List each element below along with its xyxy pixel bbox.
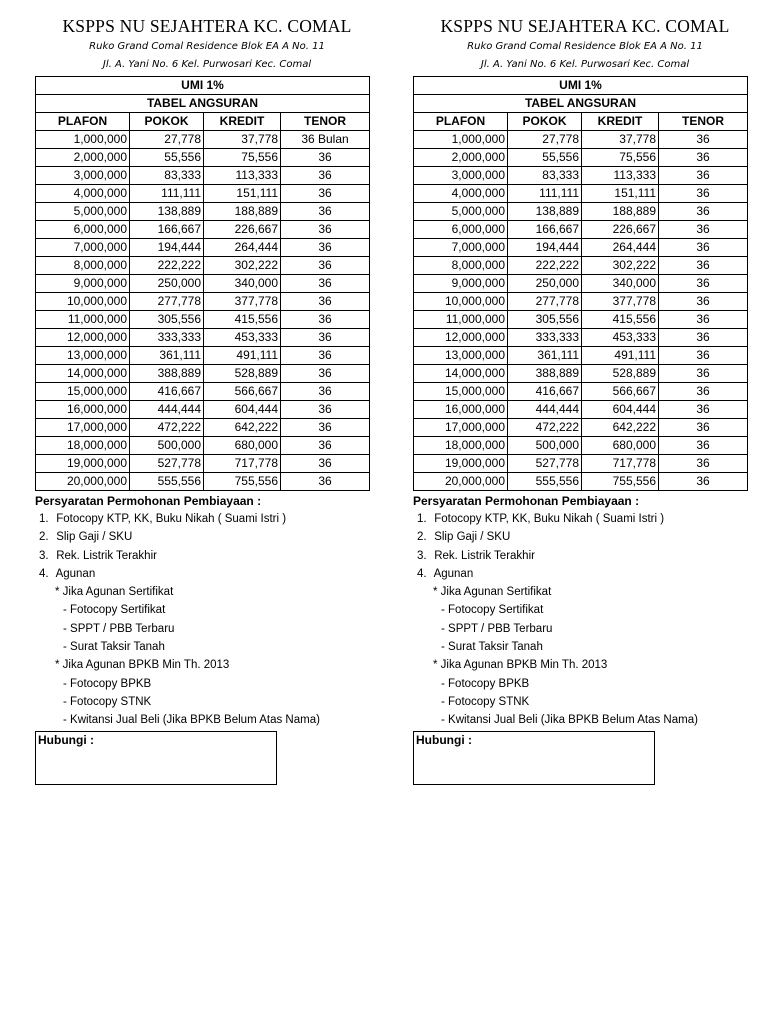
tenor-cell: 36 <box>281 293 370 311</box>
plafon-cell: 2,000,000 <box>36 149 130 167</box>
kredit-cell: 226,667 <box>204 221 281 239</box>
table-row <box>36 311 370 329</box>
table-row <box>414 293 748 311</box>
plafon-cell: 3,000,000 <box>414 167 508 185</box>
kredit-cell: 528,889 <box>582 365 659 383</box>
table-row <box>414 203 748 221</box>
kredit-cell: 491,111 <box>582 347 659 365</box>
kredit-cell: 491,111 <box>204 347 281 365</box>
pokok-cell: 416,667 <box>508 383 582 401</box>
kredit-cell: 680,000 <box>204 437 281 455</box>
tenor-cell: 36 <box>281 383 370 401</box>
pokok-cell: 166,667 <box>130 221 204 239</box>
tenor-cell: 36 <box>659 167 748 185</box>
plafon-cell: 9,000,000 <box>36 275 130 293</box>
tenor-cell: 36 <box>659 221 748 239</box>
kredit-cell: 415,556 <box>582 311 659 329</box>
plafon-cell: 5,000,000 <box>36 203 130 221</box>
pokok-cell: 388,889 <box>130 365 204 383</box>
tenor-cell: 36 <box>659 131 748 149</box>
table-row <box>414 239 748 257</box>
table-row <box>36 293 370 311</box>
collateral-bpkb-heading: * Jika Agunan BPKB Min Th. 2013 <box>55 659 230 672</box>
pokok-cell: 555,556 <box>508 473 582 491</box>
collateral-item: - SPPT / PBB Terbaru <box>441 622 553 635</box>
table-row <box>414 257 748 275</box>
table-row <box>36 473 370 491</box>
pokok-cell: 388,889 <box>508 365 582 383</box>
kredit-cell: 755,556 <box>582 473 659 491</box>
tenor-cell: 36 <box>659 185 748 203</box>
tenor-cell: 36 <box>281 329 370 347</box>
table-row <box>36 329 370 347</box>
table-row <box>414 185 748 203</box>
kredit-cell: 264,444 <box>582 239 659 257</box>
requirement-item: 2. Slip Gaji / SKU <box>39 531 133 544</box>
tenor-cell: 36 <box>659 329 748 347</box>
table-row <box>36 167 370 185</box>
kredit-cell: 188,889 <box>582 203 659 221</box>
plafon-cell: 19,000,000 <box>36 455 130 473</box>
kredit-cell: 453,333 <box>582 329 659 347</box>
brochure-right <box>413 14 757 785</box>
requirement-item: 2. Slip Gaji / SKU <box>417 531 511 544</box>
pokok-cell: 194,444 <box>508 239 582 257</box>
requirement-item: 4. Agunan <box>417 567 474 580</box>
table-row <box>414 221 748 239</box>
collateral-item: - SPPT / PBB Terbaru <box>63 622 175 635</box>
requirements-title: Persyaratan Permohonan Pembiayaan : <box>413 494 640 508</box>
kredit-cell: 37,778 <box>582 131 659 149</box>
table-row <box>36 221 370 239</box>
plafon-cell: 11,000,000 <box>36 311 130 329</box>
plafon-cell: 6,000,000 <box>414 221 508 239</box>
tenor-cell: 36 <box>659 383 748 401</box>
collateral-item: - Fotocopy Sertifikat <box>441 604 544 617</box>
product-name: UMI 1% <box>36 77 370 95</box>
pokok-cell: 500,000 <box>130 437 204 455</box>
pokok-cell: 27,778 <box>508 131 582 149</box>
plafon-cell: 4,000,000 <box>414 185 508 203</box>
collateral-item: - Fotocopy BPKB <box>441 677 530 690</box>
table-row <box>414 473 748 491</box>
kredit-cell: 151,111 <box>582 185 659 203</box>
kredit-cell: 113,333 <box>204 167 281 185</box>
collateral-item: - Fotocopy BPKB <box>63 677 152 690</box>
table-row <box>414 311 748 329</box>
pokok-cell: 527,778 <box>508 455 582 473</box>
col-tenor: TENOR <box>281 113 370 131</box>
collateral-bpkb-heading: * Jika Agunan BPKB Min Th. 2013 <box>433 659 608 672</box>
table-row <box>414 419 748 437</box>
table-row <box>36 131 370 149</box>
address-line-1: Ruko Grand Comal Residence Blok EA A No. 11 <box>467 41 703 52</box>
plafon-cell: 12,000,000 <box>414 329 508 347</box>
plafon-cell: 8,000,000 <box>414 257 508 275</box>
tenor-cell: 36 <box>659 437 748 455</box>
pokok-cell: 500,000 <box>508 437 582 455</box>
kredit-cell: 604,444 <box>204 401 281 419</box>
tenor-cell: 36 <box>281 437 370 455</box>
pokok-cell: 222,222 <box>508 257 582 275</box>
kredit-cell: 415,556 <box>204 311 281 329</box>
table-title: TABEL ANGSURAN <box>36 95 370 113</box>
collateral-item: - Fotocopy Sertifikat <box>63 604 166 617</box>
plafon-cell: 14,000,000 <box>36 365 130 383</box>
pokok-cell: 27,778 <box>130 131 204 149</box>
table-title: TABEL ANGSURAN <box>414 95 748 113</box>
tenor-cell: 36 <box>281 239 370 257</box>
plafon-cell: 2,000,000 <box>414 149 508 167</box>
plafon-cell: 14,000,000 <box>414 365 508 383</box>
tenor-cell: 36 <box>659 311 748 329</box>
plafon-cell: 13,000,000 <box>36 347 130 365</box>
pokok-cell: 305,556 <box>130 311 204 329</box>
contact-label: Hubungi : <box>416 732 472 747</box>
company-name: KSPPS NU SEJAHTERA KC. COMAL <box>62 16 352 36</box>
brochure-left <box>35 14 379 785</box>
kredit-cell: 264,444 <box>204 239 281 257</box>
table-row <box>414 275 748 293</box>
kredit-cell: 642,222 <box>582 419 659 437</box>
col-kredit: KREDIT <box>582 113 659 131</box>
tenor-cell: 36 <box>659 365 748 383</box>
tenor-cell: 36 Bulan <box>281 131 370 149</box>
kredit-cell: 302,222 <box>582 257 659 275</box>
plafon-cell: 15,000,000 <box>36 383 130 401</box>
tenor-cell: 36 <box>659 401 748 419</box>
tenor-cell: 36 <box>659 455 748 473</box>
pokok-cell: 305,556 <box>508 311 582 329</box>
plafon-cell: 10,000,000 <box>36 293 130 311</box>
requirement-item: 3. Rek. Listrik Terakhir <box>39 549 157 562</box>
pokok-cell: 250,000 <box>508 275 582 293</box>
table-row <box>414 347 748 365</box>
collateral-item: - Surat Taksir Tanah <box>63 641 165 654</box>
plafon-cell: 4,000,000 <box>36 185 130 203</box>
requirements-title: Persyaratan Permohonan Pembiayaan : <box>35 494 262 508</box>
collateral-item: - Fotocopy STNK <box>63 695 152 708</box>
plafon-cell: 19,000,000 <box>414 455 508 473</box>
tenor-cell: 36 <box>281 221 370 239</box>
table-row <box>36 455 370 473</box>
pokok-cell: 444,444 <box>508 401 582 419</box>
table-row <box>36 383 370 401</box>
table-row <box>36 257 370 275</box>
pokok-cell: 555,556 <box>130 473 204 491</box>
tenor-cell: 36 <box>659 275 748 293</box>
requirement-item: 1. Fotocopy KTP, KK, Buku Nikah ( Suami Istri ) <box>417 513 665 525</box>
pokok-cell: 83,333 <box>130 167 204 185</box>
pokok-cell: 138,889 <box>130 203 204 221</box>
plafon-cell: 10,000,000 <box>414 293 508 311</box>
plafon-cell: 15,000,000 <box>414 383 508 401</box>
tenor-cell: 36 <box>659 257 748 275</box>
collateral-item: - Kwitansi Jual Beli (Jika BPKB Belum Atas Nama) <box>63 714 320 727</box>
table-row <box>36 149 370 167</box>
kredit-cell: 340,000 <box>582 275 659 293</box>
table-row <box>414 401 748 419</box>
plafon-cell: 18,000,000 <box>36 437 130 455</box>
plafon-cell: 18,000,000 <box>414 437 508 455</box>
installment-table <box>413 76 748 491</box>
col-plafon: PLAFON <box>414 113 508 131</box>
kredit-cell: 755,556 <box>204 473 281 491</box>
tenor-cell: 36 <box>281 401 370 419</box>
plafon-cell: 11,000,000 <box>414 311 508 329</box>
table-row <box>36 419 370 437</box>
table-row <box>414 131 748 149</box>
table-row <box>414 149 748 167</box>
kredit-cell: 566,667 <box>582 383 659 401</box>
col-pokok: POKOK <box>508 113 582 131</box>
plafon-cell: 20,000,000 <box>36 473 130 491</box>
kredit-cell: 75,556 <box>204 149 281 167</box>
plafon-cell: 16,000,000 <box>414 401 508 419</box>
plafon-cell: 17,000,000 <box>414 419 508 437</box>
pokok-cell: 55,556 <box>130 149 204 167</box>
plafon-cell: 1,000,000 <box>414 131 508 149</box>
col-plafon: PLAFON <box>36 113 130 131</box>
kredit-cell: 75,556 <box>582 149 659 167</box>
table-row <box>36 203 370 221</box>
collateral-item: - Fotocopy STNK <box>441 695 530 708</box>
kredit-cell: 377,778 <box>582 293 659 311</box>
tenor-cell: 36 <box>281 203 370 221</box>
kredit-cell: 113,333 <box>582 167 659 185</box>
tenor-cell: 36 <box>281 455 370 473</box>
pokok-cell: 333,333 <box>130 329 204 347</box>
kredit-cell: 340,000 <box>204 275 281 293</box>
pokok-cell: 166,667 <box>508 221 582 239</box>
kredit-cell: 151,111 <box>204 185 281 203</box>
pokok-cell: 83,333 <box>508 167 582 185</box>
plafon-cell: 16,000,000 <box>36 401 130 419</box>
product-name: UMI 1% <box>414 77 748 95</box>
contact-box <box>413 731 655 785</box>
pokok-cell: 194,444 <box>130 239 204 257</box>
table-row <box>414 455 748 473</box>
kredit-cell: 680,000 <box>582 437 659 455</box>
tenor-cell: 36 <box>659 419 748 437</box>
table-row <box>36 347 370 365</box>
pokok-cell: 527,778 <box>130 455 204 473</box>
kredit-cell: 604,444 <box>582 401 659 419</box>
address-line-1: Ruko Grand Comal Residence Blok EA A No. 11 <box>89 41 325 52</box>
pokok-cell: 361,111 <box>130 347 204 365</box>
plafon-cell: 7,000,000 <box>414 239 508 257</box>
collateral-item: - Kwitansi Jual Beli (Jika BPKB Belum Atas Nama) <box>441 714 698 727</box>
plafon-cell: 3,000,000 <box>36 167 130 185</box>
col-kredit: KREDIT <box>204 113 281 131</box>
tenor-cell: 36 <box>659 473 748 491</box>
kredit-cell: 566,667 <box>204 383 281 401</box>
installment-table <box>35 76 370 491</box>
pokok-cell: 472,222 <box>508 419 582 437</box>
pokok-cell: 277,778 <box>508 293 582 311</box>
col-pokok: POKOK <box>130 113 204 131</box>
plafon-cell: 8,000,000 <box>36 257 130 275</box>
plafon-cell: 9,000,000 <box>414 275 508 293</box>
table-row <box>414 383 748 401</box>
pokok-cell: 138,889 <box>508 203 582 221</box>
tenor-cell: 36 <box>659 293 748 311</box>
plafon-cell: 5,000,000 <box>414 203 508 221</box>
table-row <box>414 365 748 383</box>
tenor-cell: 36 <box>281 257 370 275</box>
pokok-cell: 333,333 <box>508 329 582 347</box>
requirement-item: 3. Rek. Listrik Terakhir <box>417 549 535 562</box>
tenor-cell: 36 <box>659 347 748 365</box>
tenor-cell: 36 <box>659 203 748 221</box>
col-tenor: TENOR <box>659 113 748 131</box>
plafon-cell: 6,000,000 <box>36 221 130 239</box>
table-row <box>414 329 748 347</box>
kredit-cell: 226,667 <box>582 221 659 239</box>
kredit-cell: 377,778 <box>204 293 281 311</box>
kredit-cell: 717,778 <box>204 455 281 473</box>
table-row <box>36 239 370 257</box>
plafon-cell: 1,000,000 <box>36 131 130 149</box>
kredit-cell: 717,778 <box>582 455 659 473</box>
collateral-item: - Surat Taksir Tanah <box>441 641 543 654</box>
collateral-certificate-heading: * Jika Agunan Sertifikat <box>433 586 552 599</box>
contact-box <box>35 731 277 785</box>
requirement-item: 1. Fotocopy KTP, KK, Buku Nikah ( Suami Istri ) <box>39 513 287 525</box>
table-row <box>36 185 370 203</box>
tenor-cell: 36 <box>281 185 370 203</box>
pokok-cell: 472,222 <box>130 419 204 437</box>
plafon-cell: 12,000,000 <box>36 329 130 347</box>
tenor-cell: 36 <box>281 365 370 383</box>
plafon-cell: 13,000,000 <box>414 347 508 365</box>
kredit-cell: 453,333 <box>204 329 281 347</box>
company-name: KSPPS NU SEJAHTERA KC. COMAL <box>440 16 730 36</box>
kredit-cell: 188,889 <box>204 203 281 221</box>
table-row <box>36 275 370 293</box>
tenor-cell: 36 <box>281 167 370 185</box>
tenor-cell: 36 <box>659 149 748 167</box>
pokok-cell: 111,111 <box>508 185 582 203</box>
contact-label: Hubungi : <box>38 732 94 747</box>
pokok-cell: 111,111 <box>130 185 204 203</box>
tenor-cell: 36 <box>281 347 370 365</box>
pokok-cell: 55,556 <box>508 149 582 167</box>
tenor-cell: 36 <box>281 275 370 293</box>
pokok-cell: 250,000 <box>130 275 204 293</box>
kredit-cell: 642,222 <box>204 419 281 437</box>
pokok-cell: 361,111 <box>508 347 582 365</box>
kredit-cell: 37,778 <box>204 131 281 149</box>
tenor-cell: 36 <box>281 473 370 491</box>
kredit-cell: 302,222 <box>204 257 281 275</box>
kredit-cell: 528,889 <box>204 365 281 383</box>
plafon-cell: 17,000,000 <box>36 419 130 437</box>
plafon-cell: 7,000,000 <box>36 239 130 257</box>
tenor-cell: 36 <box>281 149 370 167</box>
table-row <box>414 437 748 455</box>
plafon-cell: 20,000,000 <box>414 473 508 491</box>
requirement-item: 4. Agunan <box>39 567 96 580</box>
pokok-cell: 222,222 <box>130 257 204 275</box>
collateral-certificate-heading: * Jika Agunan Sertifikat <box>55 586 174 599</box>
table-row <box>36 437 370 455</box>
pokok-cell: 277,778 <box>130 293 204 311</box>
tenor-cell: 36 <box>659 239 748 257</box>
table-row <box>36 401 370 419</box>
pokok-cell: 416,667 <box>130 383 204 401</box>
address-line-2: Jl. A. Yani No. 6 Kel. Purwosari Kec. Comal <box>480 59 690 70</box>
address-line-2: Jl. A. Yani No. 6 Kel. Purwosari Kec. Comal <box>102 59 312 70</box>
tenor-cell: 36 <box>281 311 370 329</box>
table-row <box>36 365 370 383</box>
table-row <box>414 167 748 185</box>
tenor-cell: 36 <box>281 419 370 437</box>
pokok-cell: 444,444 <box>130 401 204 419</box>
